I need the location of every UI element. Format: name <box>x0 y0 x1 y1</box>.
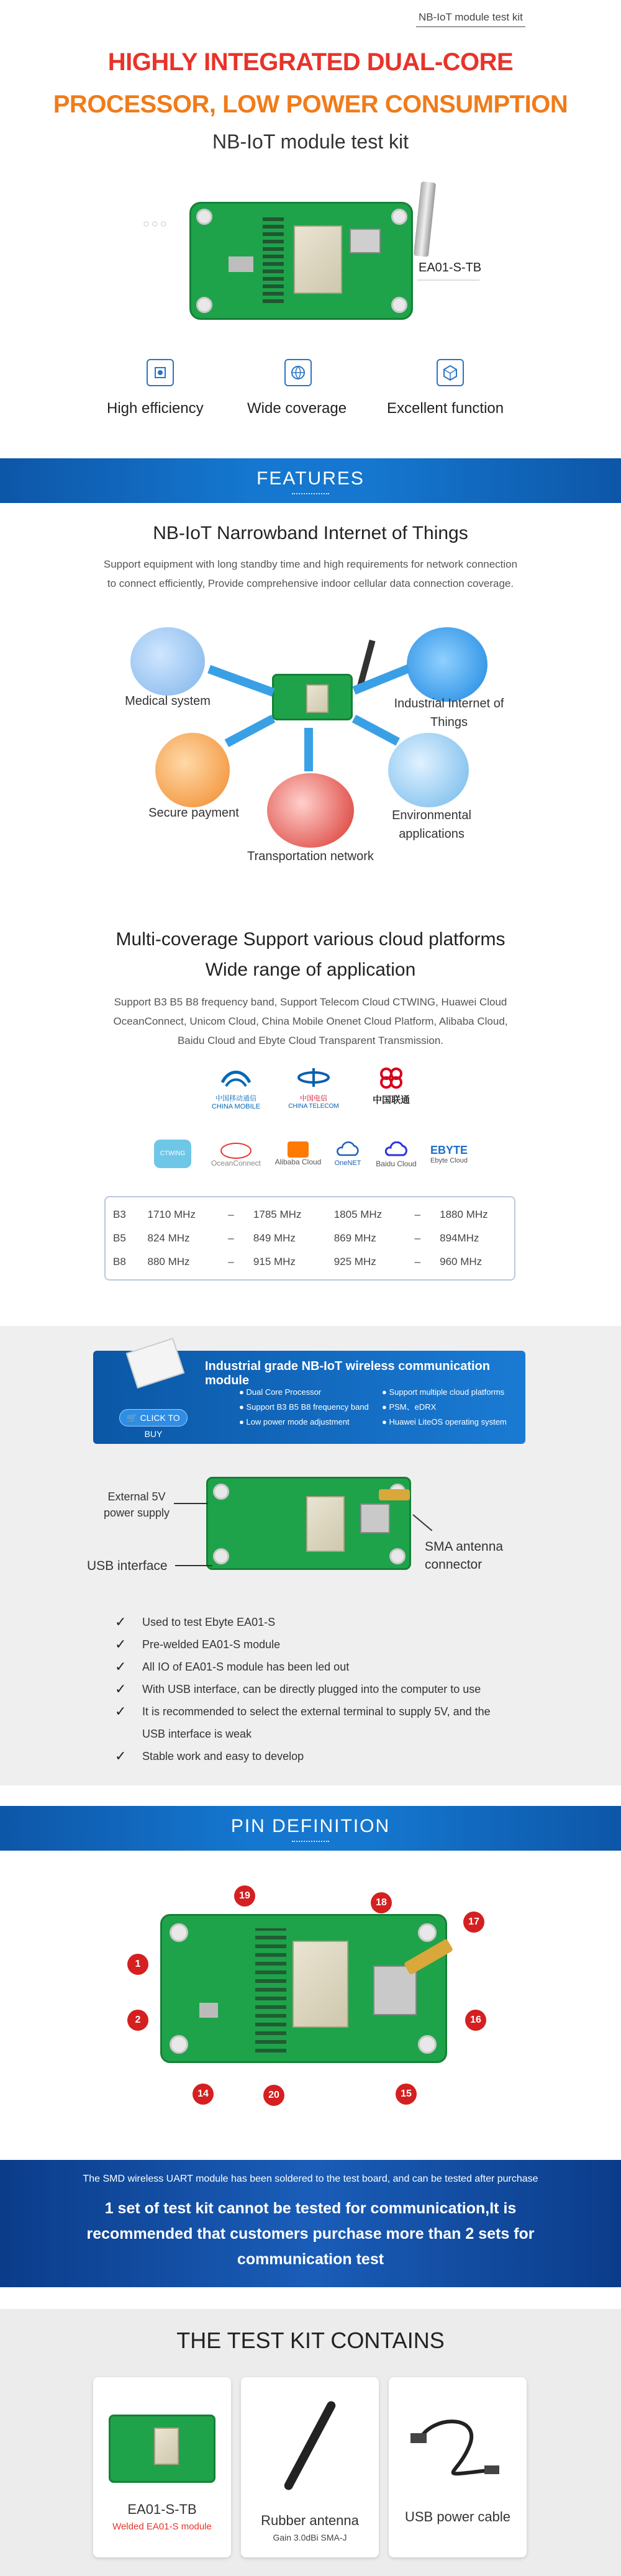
table-cell: 849 MHz <box>253 1232 296 1244</box>
check-item: ✓ Stable work and easy to develop <box>115 1745 512 1767</box>
pin-marker-19: 19 <box>234 1885 255 1907</box>
table-cell: – <box>414 1256 420 1268</box>
globe-icon <box>284 359 312 386</box>
baidu-cloud-text: Baidu Cloud <box>376 1159 417 1168</box>
ebyte-cloud-text: Ebyte Cloud <box>430 1157 468 1164</box>
check-item: ✓ Pre-welded EA01-S module <box>115 1633 512 1656</box>
table-cell: 925 MHz <box>333 1256 376 1268</box>
kit-item-name: USB power cable <box>405 2509 510 2524</box>
usb-cable-image <box>407 2408 507 2483</box>
kit-item-name: Rubber antenna <box>261 2513 359 2528</box>
table-row <box>107 1227 513 1249</box>
pin-marker-15: 15 <box>396 2084 417 2105</box>
table-cell: 1805 MHz <box>333 1209 383 1220</box>
feature-label-efficiency: High efficiency <box>107 400 204 417</box>
click-to-buy-label: CLICK TO BUY <box>140 1413 180 1439</box>
table-cell: – <box>228 1232 234 1244</box>
feature-label-function: Excellent function <box>387 400 504 417</box>
kit-antenna-connector <box>379 1489 410 1500</box>
check-item: ✓ Used to test Ebyte EA01-S <box>115 1611 512 1633</box>
nbiot-title: NB-IoT Narrowband Internet of Things <box>153 523 468 543</box>
module-banner-title: Industrial grade NB-IoT wireless communication module <box>205 1359 490 1387</box>
table-cell: B5 <box>113 1232 126 1244</box>
app-label-industrial: Industrial Internet of Things <box>394 697 504 729</box>
kit-item-note: Gain 3.0dBi SMA-J <box>273 2533 347 2542</box>
bullet-left-1: ● Dual Core Processor <box>239 1387 322 1397</box>
table-cell: 880 MHz <box>147 1256 190 1268</box>
check-item: ✓ It is recommended to select the external terminal to supply 5V, and the USB interface is weak <box>115 1700 512 1745</box>
ebyte-cloud-logo <box>421 1138 477 1164</box>
usb-label: USB interface <box>87 1559 168 1573</box>
china-mobile-logo <box>205 1065 267 1110</box>
notice-band <box>0 2160 621 2287</box>
features-band-title: FEATURES <box>256 468 365 489</box>
nbiot-desc: Support equipment with long standby time and high requirements for network connection to connect efficiently, Provide comprehensive indoor cellular data connection coverage. <box>103 558 518 589</box>
antenna-image <box>414 181 436 257</box>
kit-item-note: Welded EA01-S module <box>112 2521 212 2532</box>
industrial-image <box>407 627 487 702</box>
table-cell: 824 MHz <box>147 1232 190 1244</box>
bullet-right-3: ● Huawei LiteOS operating system <box>382 1417 507 1426</box>
bullet-left-2: ● Support B3 B5 B8 frequency band <box>239 1402 369 1412</box>
headline-1: HIGHLY INTEGRATED DUAL-CORE <box>107 48 514 76</box>
click-to-buy-button[interactable] <box>119 1409 188 1439</box>
alibaba-cloud-logo <box>267 1141 329 1166</box>
oceanconnect-logo <box>205 1143 267 1168</box>
table-cell: 915 MHz <box>253 1256 296 1268</box>
feature-checklist <box>115 1611 512 1767</box>
china-telecom-logo <box>283 1065 345 1110</box>
table-cell: 1710 MHz <box>147 1209 196 1220</box>
feature-label-coverage: Wide coverage <box>247 400 347 417</box>
cart-icon: 🛒 <box>127 1413 138 1423</box>
app-label-transport: Transportation network <box>247 850 374 863</box>
arrow-payment <box>225 715 276 747</box>
ebyte-logo-text: EBYTE <box>430 1144 468 1156</box>
table-cell: 1785 MHz <box>253 1209 302 1220</box>
china-unicom-text: 中国联通 <box>372 1095 410 1105</box>
table-cell: B8 <box>113 1256 126 1268</box>
china-telecom-text: CHINA TELECOM <box>288 1103 339 1110</box>
arrow-transport <box>304 728 313 771</box>
table-cell: – <box>414 1209 420 1220</box>
table-row <box>107 1251 513 1273</box>
pin-marker-2: 2 <box>127 2010 148 2031</box>
pin-band <box>0 1806 621 1851</box>
pin-marker-1: 1 <box>127 1954 148 1975</box>
check-item: ✓ All IO of EA01-S module has been led out <box>115 1656 512 1678</box>
table-row <box>107 1204 513 1226</box>
bullet-left-3: ● Low power mode adjustment <box>239 1417 350 1426</box>
cloud-desc: Support B3 B5 B8 frequency band, Support Telecom Cloud CTWING, Huawei Cloud OceanConnect, Unicom Cloud, China Mobile Onenet Cloud Platform, Alibaba Cloud, Baidu Cloud and Ebyte Cloud Transparent Transmission. <box>113 996 508 1046</box>
china-unicom-logo <box>360 1065 422 1106</box>
table-cell: 1880 MHz <box>440 1209 488 1220</box>
features-band <box>0 458 621 503</box>
table-cell: 894MHz <box>440 1232 479 1244</box>
frequency-table <box>104 1196 515 1281</box>
china-mobile-text: CHINA MOBILE <box>211 1103 261 1110</box>
ctwing-logo: CTWING <box>154 1140 191 1168</box>
bullet-right-1: ● Support multiple cloud platforms <box>382 1387 505 1397</box>
app-label-environment: Environmental applications <box>392 809 471 841</box>
board-label: EA01-S-TB <box>419 261 482 274</box>
pin-marker-16: 16 <box>465 2010 486 2031</box>
app-label-payment: Secure payment <box>148 806 239 820</box>
medical-image <box>130 627 205 696</box>
pin-marker-17: 17 <box>463 1912 484 1933</box>
kit-item-antenna <box>241 2377 379 2557</box>
table-cell: – <box>228 1256 234 1268</box>
table-cell: – <box>228 1209 234 1220</box>
cloud-title-2: Wide range of application <box>205 959 416 980</box>
china-telecom-cn: 中国电信 <box>300 1095 327 1102</box>
pin-marker-20: 20 <box>263 2085 284 2106</box>
table-cell: B3 <box>113 1209 126 1220</box>
onenet-logo <box>323 1141 373 1167</box>
sma-label: SMA antenna connector <box>425 1540 504 1572</box>
table-cell: 960 MHz <box>440 1256 483 1268</box>
oceanconnect-text: OceanConnect <box>211 1159 261 1168</box>
table-cell: – <box>414 1232 420 1244</box>
dots-decoration: ○○○ <box>143 217 169 230</box>
bullet-right-2: ● PSM、eDRX <box>382 1402 437 1412</box>
pin-marker-14: 14 <box>193 2084 214 2105</box>
alibaba-cloud-text: Alibaba Cloud <box>274 1158 322 1166</box>
baidu-cloud-logo <box>371 1141 421 1168</box>
headline-2: PROCESSOR, LOW POWER CONSUMPTION <box>53 91 568 118</box>
kit-item-name: EA01-S-TB <box>127 2501 197 2517</box>
kit-item-board <box>93 2377 231 2557</box>
cloud-title-1: Multi-coverage Support various cloud platforms <box>116 929 505 950</box>
check-item: ✓ With USB interface, can be directly plugged into the computer to use <box>115 1678 512 1700</box>
payment-image <box>155 733 230 807</box>
pin-band-title: PIN DEFINITION <box>230 1816 391 1836</box>
pin-board-image <box>160 1914 447 2063</box>
power-label: External 5V power supply <box>103 1490 170 1519</box>
transport-image <box>267 773 354 848</box>
center-board-image <box>272 674 353 720</box>
test-board-image <box>189 202 413 320</box>
gear-chip-icon <box>147 359 174 386</box>
module-banner <box>93 1351 525 1444</box>
cube-icon <box>437 359 464 386</box>
contains-title: THE TEST KIT CONTAINS <box>176 2328 445 2353</box>
app-label-medical: Medical system <box>125 694 211 708</box>
environment-image <box>388 733 469 807</box>
page-subtitle: NB-IoT module test kit <box>212 130 409 153</box>
notice-small: The SMD wireless UART module has been soldered to the test board, and can be tested after purchase <box>83 2174 538 2184</box>
pin-marker-18: 18 <box>371 1892 392 1913</box>
table-cell: 869 MHz <box>333 1232 376 1244</box>
kit-item-usb-cable <box>389 2377 527 2557</box>
onenet-text: OneNET <box>334 1159 361 1167</box>
arrow-medical <box>207 665 274 697</box>
module-chip <box>294 225 342 294</box>
china-mobile-cn: 中国移动通信 <box>215 1095 256 1102</box>
header-tag: NB-IoT module test kit <box>416 11 525 27</box>
notice-big: 1 set of test kit cannot be tested for communication,It is recommended that customers purchase more than 2 sets for communication test <box>86 2200 535 2268</box>
